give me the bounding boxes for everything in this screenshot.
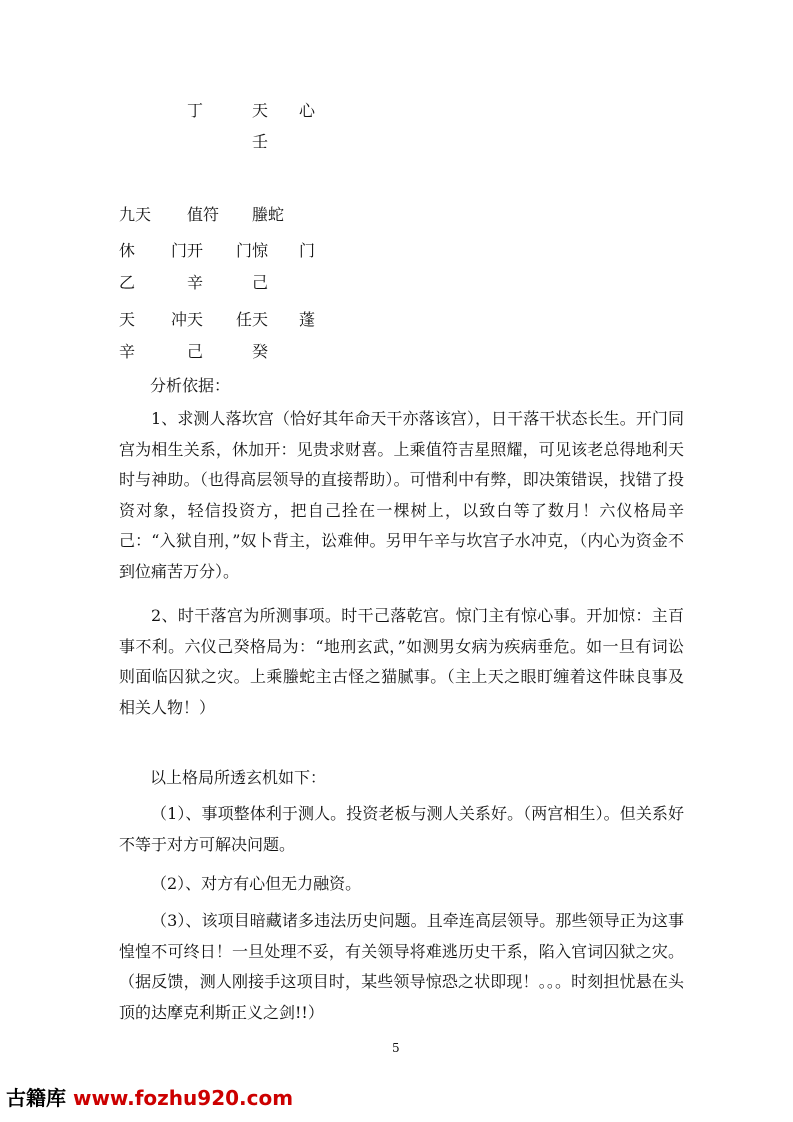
- chart-cell: 心: [299, 101, 316, 120]
- analysis-heading: 分析依据：: [150, 376, 231, 395]
- chart-cell: 天: [119, 310, 136, 329]
- chart-cell: 任天: [236, 310, 269, 329]
- chart-cell: 乙: [119, 273, 136, 292]
- chart-cell: 癸: [252, 342, 269, 361]
- chart-cell: 九天: [119, 205, 152, 224]
- footer-watermark: [6, 1086, 293, 1110]
- chart-cell: 休: [119, 241, 136, 260]
- chart-cell: 门: [299, 241, 316, 260]
- chart-cell: 蓬: [299, 310, 316, 329]
- conclusion-paragraph-3: （3）、该项目暗藏诸多违法历史问题。且牵连高层领导。那些领导正为这事惶惶不可终日！一旦处理不妥，有关领导将难逃历史干系，陷入官词囚狱之灾。（据反馈，测人刚接手这项目时，某些领导惊恐之状即现！。。。时刻担忧悬在头顶的达摩克利斯正义之剑!!）: [119, 911, 684, 1022]
- conclusion-paragraph-1: （1）、事项整体利于测人。投资老板与测人关系好。（两宫相生）。但关系好不等于对方可解决问题。: [119, 804, 684, 854]
- footer-site-name: 古籍库: [6, 1086, 66, 1110]
- analysis-paragraph-1: 1、求测人落坎宫（恰好其年命天干亦落该宫），日干落干状态长生。开门同宫为相生关系，休加开：见贵求财喜。上乘值符吉星照耀，可见该老总得地利天时与神助。（也得高层领导的直接帮助）。可惜利中有弊，即决策错误，找错了投资对象，轻信投资方，把自己拴在一棵树上，以致白等了数月！六仪格局辛己：“入狱自刑，”奴卜背主，讼难伸。另甲午辛与坎宫子水冲克，（内心为资金不到位痛苦万分）。: [119, 409, 684, 581]
- chart-cell: 冲天: [171, 310, 204, 329]
- chart-cell: 螣蛇: [252, 205, 285, 224]
- chart-cell: 天: [252, 101, 269, 120]
- chart-cell: 值符: [187, 205, 220, 224]
- conclusion-heading: 以上格局所透玄机如下：: [150, 768, 327, 787]
- chart-cell: 己: [252, 273, 269, 292]
- analysis-paragraph-2: 2、时干落宫为所测事项。时干己落乾宫。惊门主有惊心事。开加惊：主百事不利。六仪己癸格局为：“地刑玄武，”如测男女病为疾病垂危。如一旦有词讼则面临囚狱之灾。上乘螣蛇主古怪之猫腻事。（主上天之眼盯缠着这件昧良事及相关人物！）: [119, 606, 684, 717]
- chart-cell: 壬: [252, 132, 269, 151]
- footer-url[interactable]: www.fozhu920.com: [72, 1086, 294, 1110]
- conclusion-paragraph-2: （2）、对方有心但无力融资。: [151, 874, 362, 893]
- chart-cell: 辛: [187, 273, 204, 292]
- chart-cell: 辛: [119, 342, 136, 361]
- chart-cell: 门开: [171, 241, 204, 260]
- page-number: 5: [392, 1041, 400, 1055]
- chart-cell: 丁: [187, 101, 204, 120]
- chart-cell: 己: [187, 342, 204, 361]
- chart-cell: 门惊: [236, 241, 269, 260]
